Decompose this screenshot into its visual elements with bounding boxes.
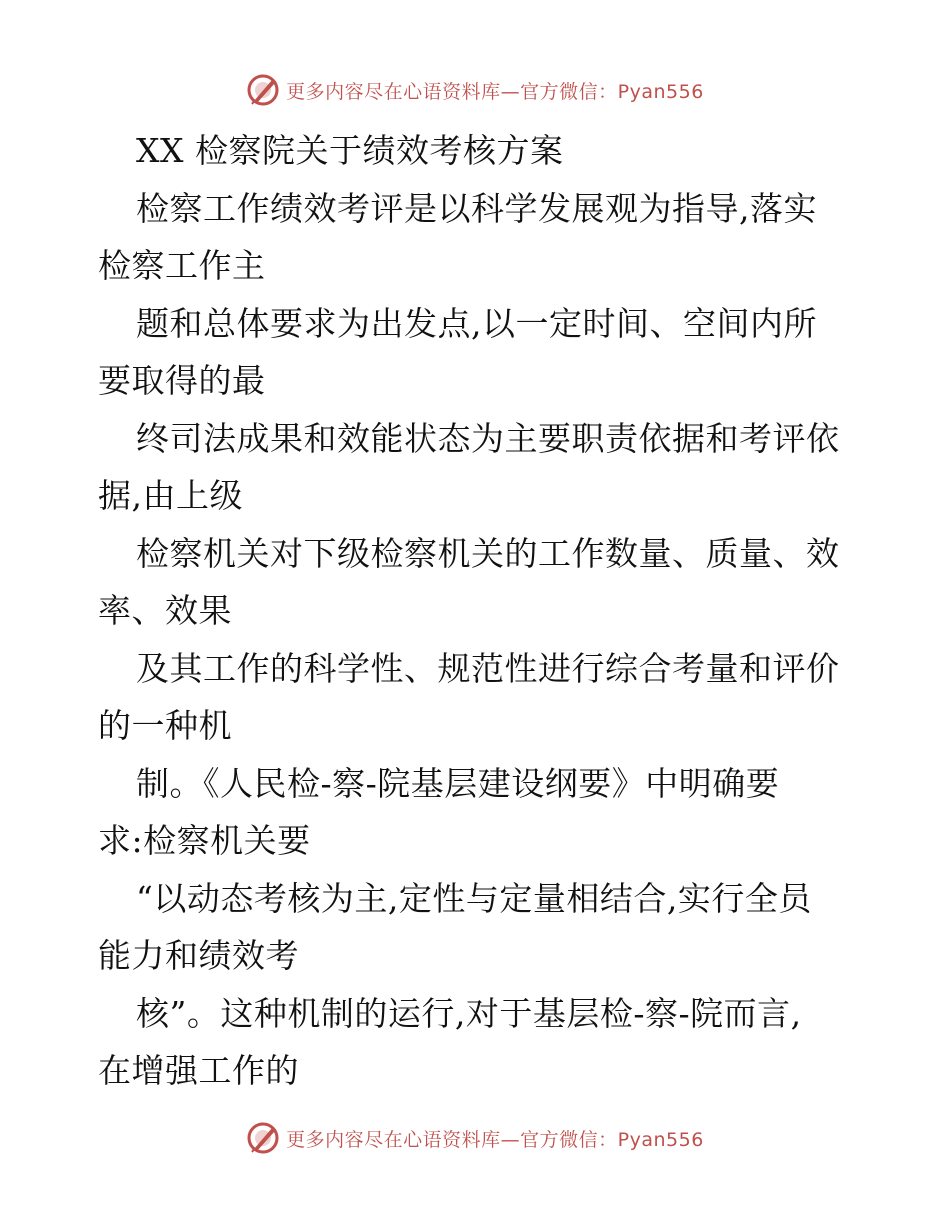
header-watermark-banner [0,70,950,110]
body-line: 检察工作绩效考评是以科学发展观为指导,落实 [136,188,817,228]
body-line: “以动态考核为主,定性与定量相结合,实行全员 [136,878,812,918]
body-line: 检察工作主 [98,246,266,285]
quill-seal-icon [246,73,280,107]
footer-watermark-banner [0,1118,950,1158]
body-line: 核”。这种机制的运行,对于基层检-察-院而言, [136,993,802,1033]
document-body [98,122,858,1100]
body-line: 检察机关对下级检察机关的工作数量、质量、效 [136,533,840,573]
body-line: 据,由上级 [98,476,243,515]
body-line: 的一种机 [98,706,232,745]
footer-watermark-text: 更多内容尽在心语资料库—官方微信：Pyan556 [286,1128,704,1151]
body-line: 制。《人民检-察-院基层建设纲要》中明确要 [136,763,780,803]
body-line: 在增强工作的 [98,1051,299,1090]
quill-seal-icon [246,1121,280,1155]
body-line: 能力和绩效考 [98,936,299,975]
body-line: 求:检察机关要 [98,821,311,860]
header-watermark-text: 更多内容尽在心语资料库—官方微信：Pyan556 [286,80,704,103]
body-line: 率、效果 [98,591,232,630]
body-line: 终司法成果和效能状态为主要职责依据和考评依 [136,418,840,458]
body-line: 及其工作的科学性、规范性进行综合考量和评价 [136,648,840,688]
body-line: 要取得的最 [98,361,266,400]
body-line: 题和总体要求为出发点,以一定时间、空间内所 [136,303,817,343]
document-title: XX 检察院关于绩效考核方案 [136,131,564,170]
